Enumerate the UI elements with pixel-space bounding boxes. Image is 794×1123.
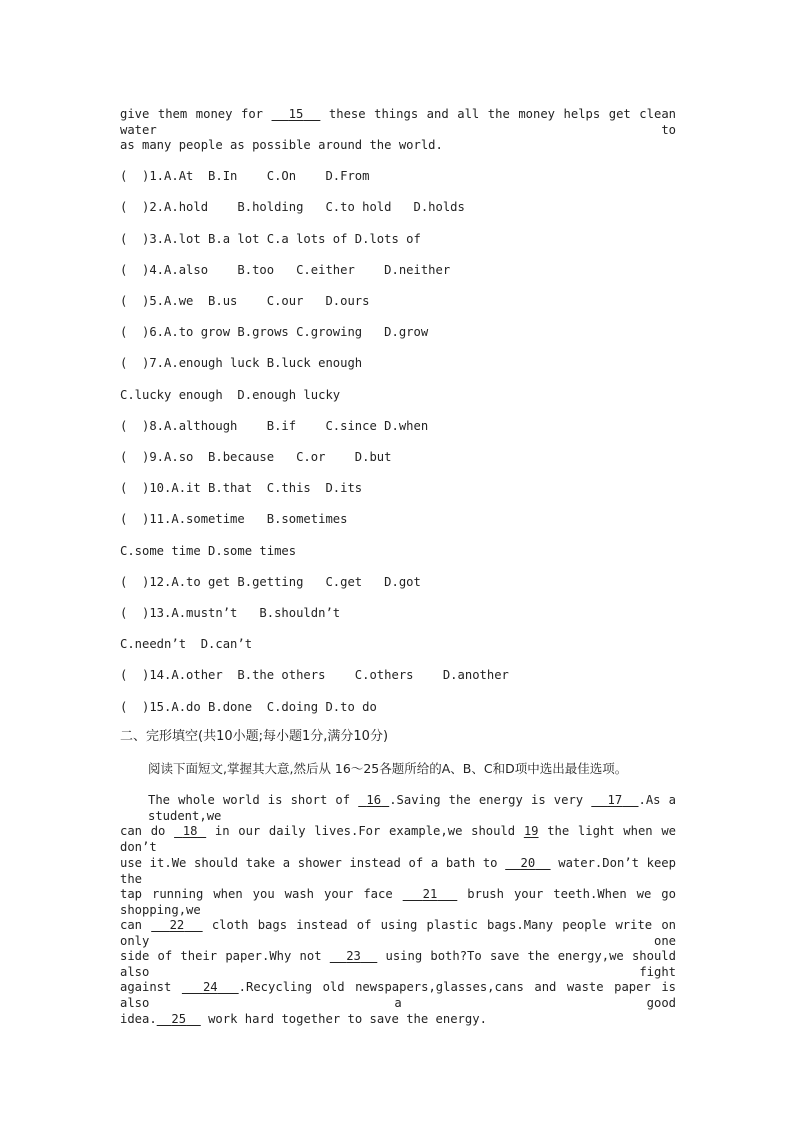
question-line: ( )4.A.also B.too C.either D.neither [120,263,451,277]
answer-blank: 25 [171,1012,187,1026]
question-line: ( )1.A.At B.In C.On D.From [120,169,370,183]
question-line: ( )11.A.sometime B.sometimes [120,512,348,526]
answer-blank: 19 [523,824,539,838]
question-line: ( )3.A.lot B.a lot C.a lots of D.lots of [120,232,421,246]
answer-blank: 16 [366,793,382,807]
question-line: C.needn’t D.can’t [120,637,253,651]
cloze-line: can do 18 in our daily lives.For example,we should 19 the light when we don’t [120,824,677,854]
answer-blank: 20 [520,856,536,870]
cloze-line: use it.We should take a shower instead of a bath to 20 water.Don’t keep the [120,856,676,886]
question-line: ( )10.A.it B.that C.this D.its [120,481,363,495]
question-line: ( )6.A.to grow B.grows C.growing D.grow [120,325,429,339]
cloze-line: can 22 cloth bags instead of using plastic bags.Many people write on only one [120,918,676,948]
cloze-line: idea. 25 work hard together to save the energy. [120,1012,487,1026]
answer-blank: 23 [346,949,361,963]
answer-blank: 24 [202,980,218,994]
cloze-line: The whole world is short of 16 .Saving the energy is very 17 .As a student,we [148,793,676,823]
question-line: ( )5.A.we B.us C.our D.ours [120,294,370,308]
question-line: ( )14.A.other B.the others C.others D.another [120,668,509,682]
answer-blank: 18 [182,824,198,838]
question-line: ( )15.A.do B.done C.doing D.to do [120,700,377,714]
answer-blank: 21 [422,887,438,901]
question-line: ( )8.A.although B.if C.since D.when [120,419,429,433]
passage-line: as many people as possible around the world. [120,138,443,152]
answer-blank: 17 [607,793,623,807]
section-heading: 二、完形填空(共10小题;每小题1分,满分10分) [120,729,389,744]
answer-blank: 22 [169,918,185,932]
question-line: ( )13.A.mustn’t B.shouldn’t [120,606,341,620]
passage-line: give them money for 15 these things and all the money helps get clean water to [120,107,676,137]
question-line: ( )2.A.hold B.holding C.to hold D.holds [120,200,465,214]
question-line: C.some time D.some times [120,544,297,558]
cloze-line: tap running when you wash your face 21 brush your teeth.When we go shopping,we [120,887,676,917]
question-line: ( )12.A.to get B.getting C.get D.got [120,575,421,589]
question-line: ( )7.A.enough luck B.luck enough [120,356,363,370]
section-instruction: 阅读下面短文,掌握其大意,然后从 16～25各题所给的A、B、C和D项中选出最佳选项。 [148,761,628,776]
question-line: C.lucky enough D.enough lucky [120,388,341,402]
answer-blank: 15 [288,107,304,121]
question-line: ( )9.A.so B.because C.or D.but [120,450,392,464]
cloze-line: against 24 .Recycling old newspapers,glasses,cans and waste paper is also a good [120,980,676,1010]
cloze-line: side of their paper.Why not 23 using both?To save the energy,we should also fight [120,949,676,979]
